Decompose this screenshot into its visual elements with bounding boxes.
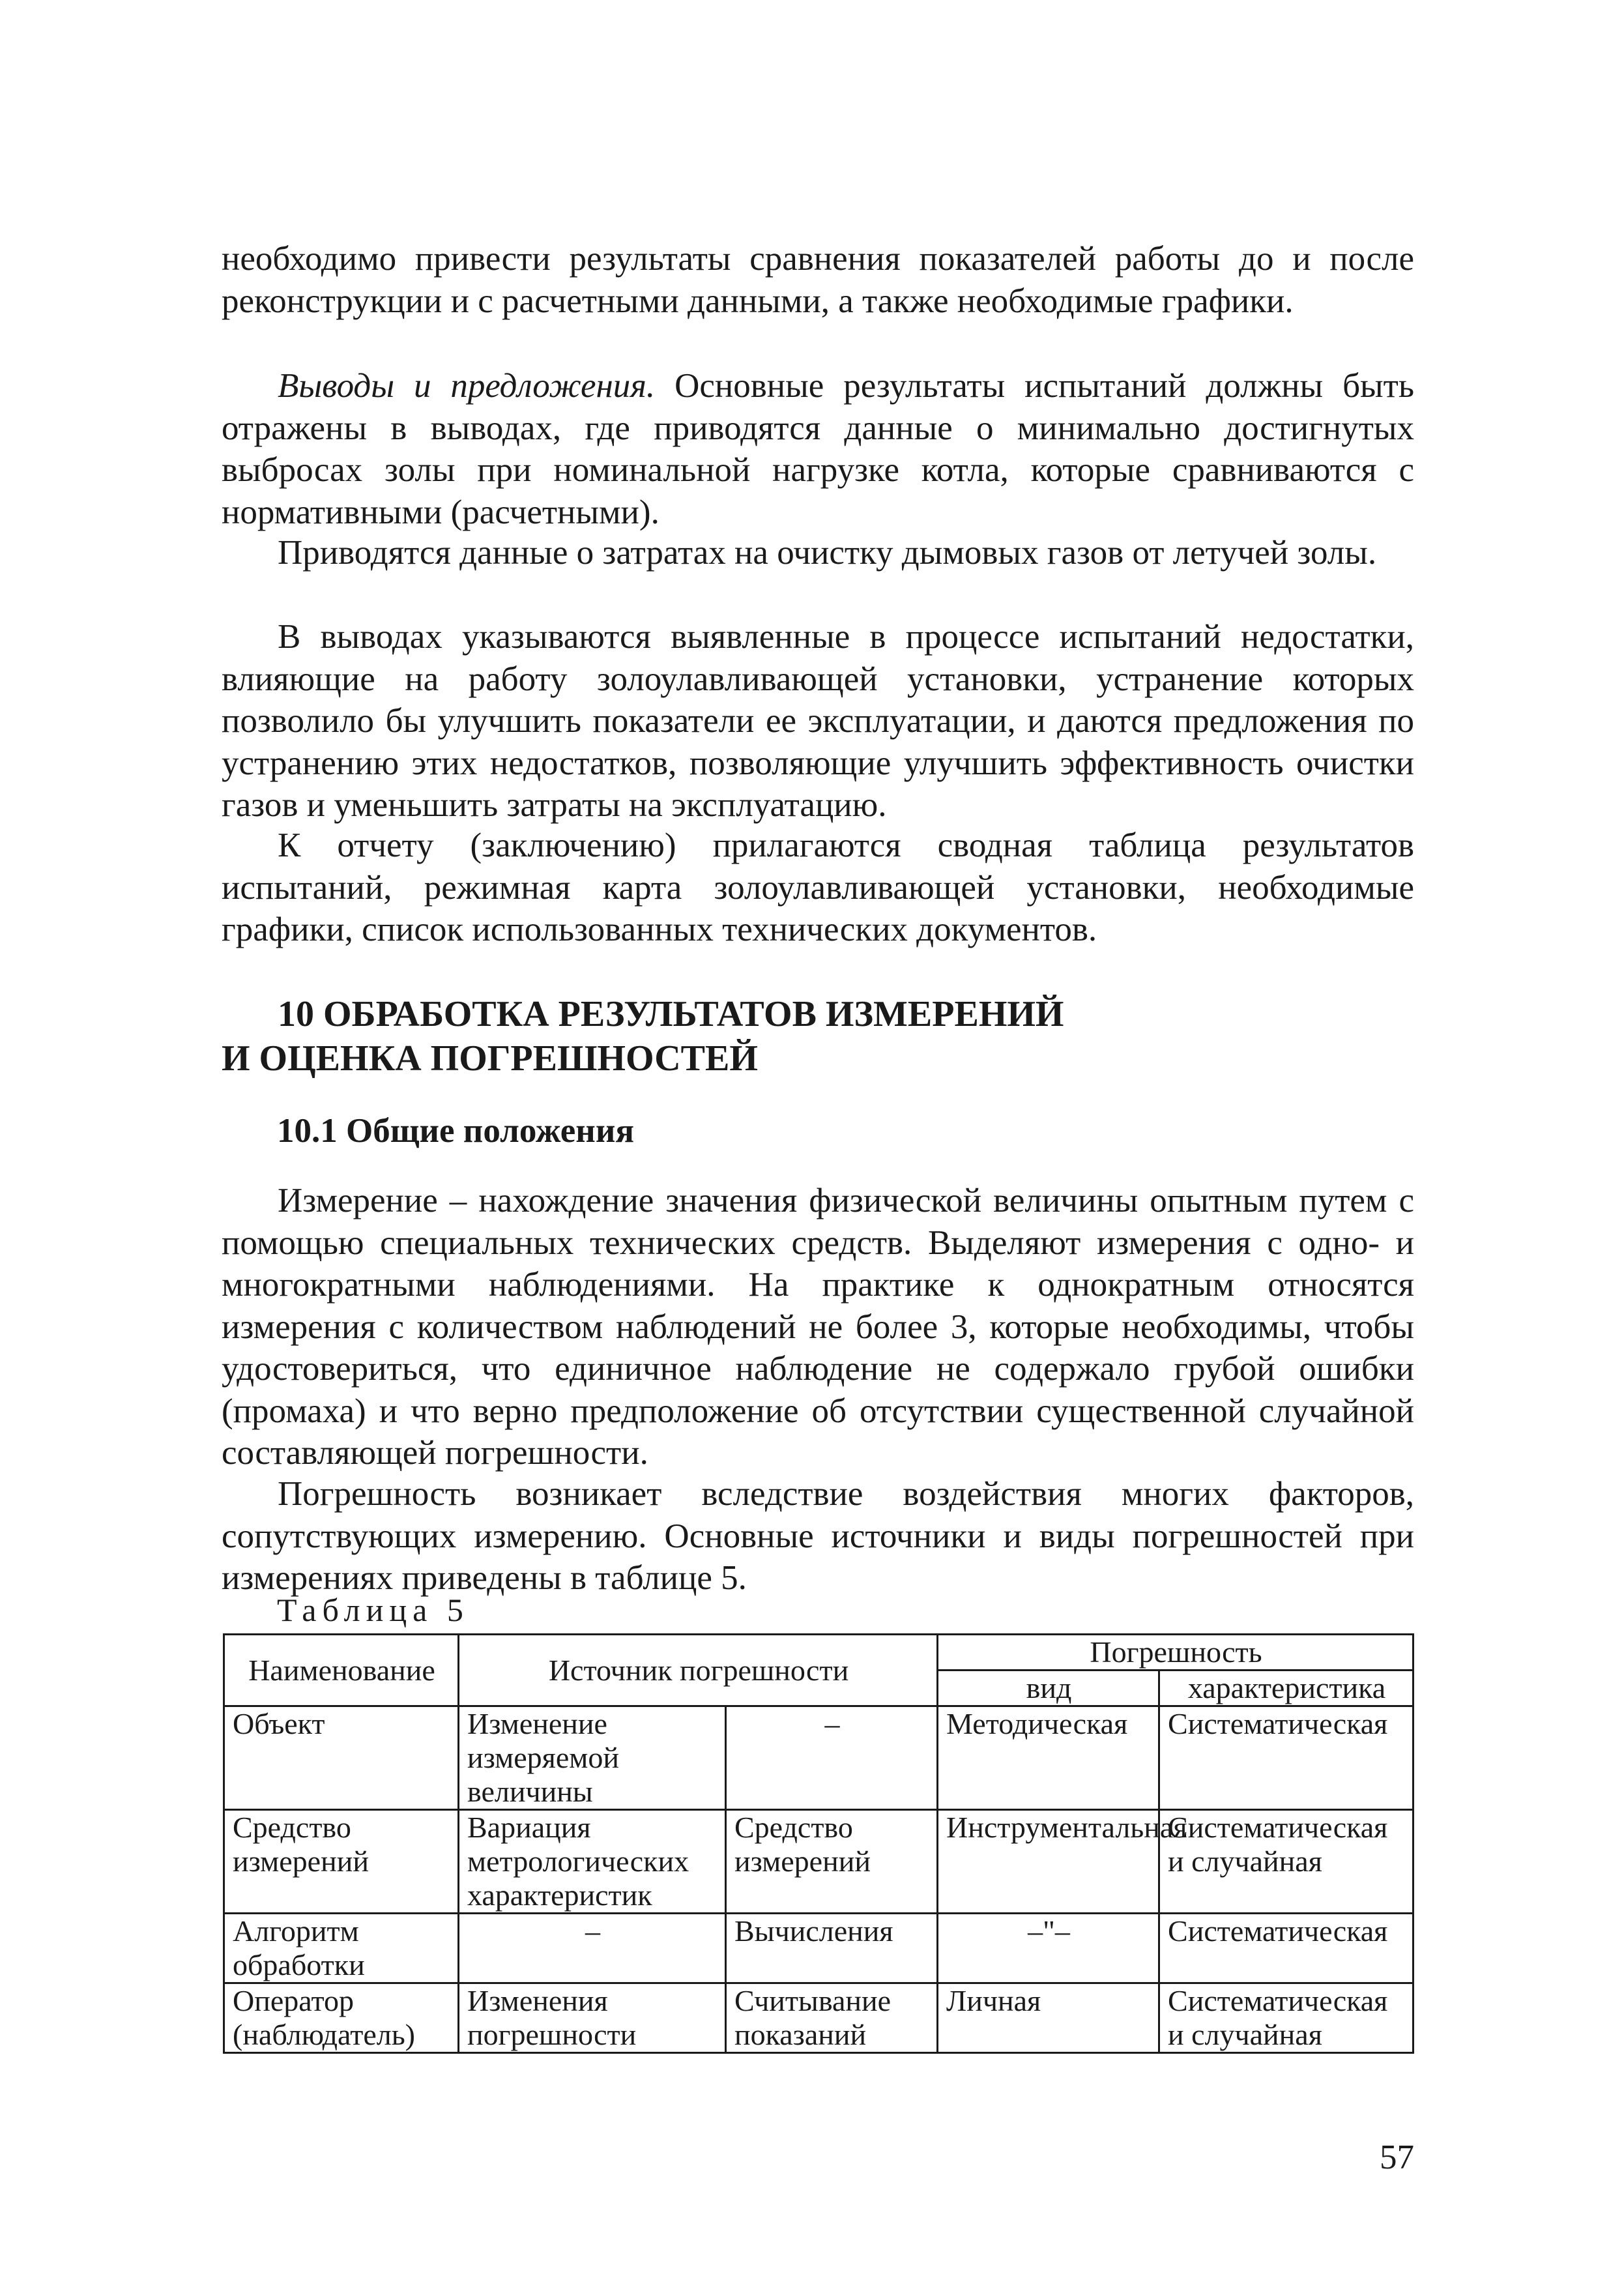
table-caption: Таблица 5: [277, 1592, 469, 1628]
cell-name: Оператор (наблюдатель): [224, 1983, 459, 2053]
error-table: [223, 1633, 1414, 2054]
paragraph-measurement-definition: Измерение – нахождение значения физической величины опытным путем с помощью специальных технических средств. Выделяют измерения с одно- и многократными наблюдениями. На практике к однократным относятся измерения с количеством наблюдений не более 3, которые необходимы, чтобы удостовериться, что единичное наблюдение не содержало грубой ошибки (промаха) и что верно предположение об отсутствии существенной случайной составляющей погрешности.: [222, 1182, 1414, 1472]
cell-name: Алгоритм обработки: [224, 1914, 459, 1983]
cell-name: Объект: [224, 1706, 459, 1810]
paragraph-conclusions-text: Основные результаты испытаний должны быть отражены в выводах, где приводятся данные о минимально достигнутых выбросах золы при номинальной нагрузке котла, которые сравниваются с нормативными (расчетными).: [222, 367, 1414, 531]
section-heading-line1: 10 ОБРАБОТКА РЕЗУЛЬТАТОВ ИЗМЕРЕНИЙ: [278, 994, 1064, 1034]
cell-kind: Методическая: [938, 1706, 1159, 1810]
cell-source-b: Вычисления: [726, 1914, 938, 1983]
cell-characteristic: Систематическая: [1159, 1706, 1414, 1810]
cell-kind: Личная: [938, 1983, 1159, 2053]
cell-source-b: Средство измерений: [726, 1810, 938, 1914]
table-row: [224, 1706, 1414, 1810]
paragraph-attachments: К отчету (заключению) прилагаются сводная таблица результатов испытаний, режимная карта золоулавливающей установки, необходимые графики, список использованных технических документов.: [222, 826, 1414, 948]
table-header-row: [224, 1635, 1414, 1671]
table-row: [224, 1983, 1414, 2053]
paragraph-error-sources: Погрешность возникает вследствие воздействия многих факторов, сопутствующих измерению. Основные источники и виды погрешностей при измерениях приведены в таблице 5.: [222, 1475, 1414, 1597]
table-row: [224, 1810, 1414, 1914]
header-source: Источник погрешности: [459, 1635, 938, 1706]
cell-source-a: Изменения погрешности: [459, 1983, 726, 2053]
page-number: 57: [1380, 2138, 1414, 2176]
subsection-heading: 10.1 Общие положения: [277, 1112, 635, 1150]
section-heading: [222, 992, 1414, 1081]
cell-kind: –"–: [938, 1914, 1159, 1983]
paragraph-conclusions: [222, 365, 1414, 533]
header-name: Наименование: [224, 1635, 459, 1706]
section-heading-line2: И ОЦЕНКА ПОГРЕШНОСТЕЙ: [222, 1038, 758, 1079]
header-error: Погрешность: [938, 1635, 1414, 1671]
cell-characteristic: Систематическая и случайная: [1159, 1810, 1414, 1914]
cell-source-b: Считывание показаний: [726, 1983, 938, 2053]
header-characteristic: характеристика: [1159, 1671, 1414, 1706]
header-kind: вид: [938, 1671, 1159, 1706]
cell-source-a: Вариация метрологических характеристик: [459, 1810, 726, 1914]
paragraph-costs: Приводятся данные о затратах на очистку дымовых газов от летучей золы.: [278, 534, 1377, 572]
cell-name: Средство измерений: [224, 1810, 459, 1914]
paragraph-shortcomings: В выводах указываются выявленные в процессе испытаний недостатки, влияющие на работу золоулавливающей установки, устранение которых позволило бы улучшить показатели ее эксплуатации, и даются предложения по устранению этих недостатков, позволяющие улучшить эффективность очистки газов и уменьшить затраты на эксплуатацию.: [222, 618, 1414, 824]
cell-source-a: Изменение измеряемой величины: [459, 1706, 726, 1810]
paragraph-continuation: необходимо привести результаты сравнения показателей работы до и после реконструкции и с расчетными данными, а также необходимые графики.: [222, 240, 1414, 320]
table-row: [224, 1914, 1414, 1983]
cell-kind: Инструментальная: [938, 1810, 1159, 1914]
cell-characteristic: Систематическая: [1159, 1914, 1414, 1983]
paragraph-lead-italic: Выводы и предложения.: [278, 367, 656, 405]
cell-characteristic: Систематическая и случайная: [1159, 1983, 1414, 2053]
cell-source-b: –: [726, 1706, 938, 1810]
cell-source-a: –: [459, 1914, 726, 1983]
